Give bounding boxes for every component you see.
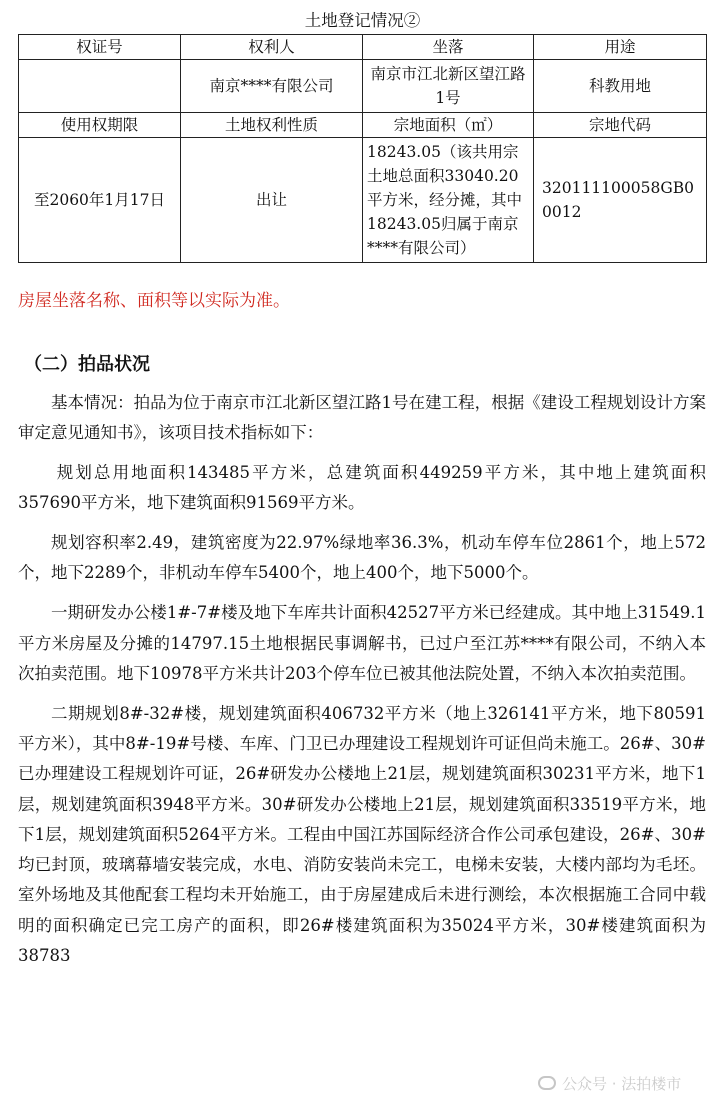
- cell-use: 科教用地: [534, 60, 707, 113]
- cell-term: 至2060年1月17日: [19, 138, 181, 263]
- header-area: 宗地面积（㎡）: [363, 113, 534, 138]
- watermark-text: 公众号 · 法拍楼市: [562, 1074, 682, 1093]
- watermark: [538, 1070, 706, 1096]
- cell-owner: 南京****有限公司: [181, 60, 363, 113]
- header-location: 坐落: [363, 35, 534, 60]
- cell-cert-no: [19, 60, 181, 113]
- paragraph-phase-one: 一期研发办公楼1#-7#楼及地下车库共计面积42527平方米已经建成。其中地上31549.1平方米房屋及分摊的14797.15土地根据民事调解书，已过户至江苏****有限公司，不纳入本次拍卖范围。地下10978平方米共计203个停车位已被其他法院处置，不纳入本次拍卖范围。: [18, 603, 706, 683]
- section-title: （二）拍品状况: [24, 354, 150, 375]
- paragraph-plot-ratio: 规划容积率2.49，建筑密度为22.97%绿地率36.3%，机动车停车位2861个，地上572个，地下2289个，非机动车停车5400个，地上400个，地下5000个。: [18, 533, 706, 583]
- header-owner: 权利人: [181, 35, 363, 60]
- paragraph-basic-info: 基本情况：拍品为位于南京市江北新区望江路1号在建工程，根据《建设工程规划设计方案审定意见通知书》，该项目技术指标如下：: [18, 393, 706, 443]
- land-registration-table: [18, 8, 707, 263]
- cell-location: 南京市江北新区望江路1号: [363, 60, 534, 113]
- table-title: 土地登记情况②: [19, 8, 707, 35]
- paragraph-planned-area: 规划总用地面积143485平方米，总建筑面积449259平方米，其中地上建筑面积357690平方米，地下建筑面积91569平方米。: [18, 463, 706, 513]
- paragraph-phase-two: 二期规划8#-32#楼，规划建筑面积406732平方米（地上326141平方米，地下80591平方米），其中8#-19#号楼、车库、门卫已办理建设工程规划许可证但尚未施工。26#、30#已办理建设工程规划许可证，26#研发办公楼地上21层，规划建筑面积30231平方米，地下1层，规划建筑面积3948平方米。30#研发办公楼地上21层，规划建筑面积33519平方米，地下1层，规划建筑面积5264平方米。工程由中国江苏国际经济合作公司承包建设，26#、30#均已封顶，玻璃幕墙安装完成，水电、消防安装尚未完工，电梯未安装，大楼内部均为毛坯。室外场地及其他配套工程均未开始施工，由于房屋建成后未进行测绘，本次根据施工合同中载明的面积确定已完工房产的面积，即26#楼建筑面积为35024平方米，30#楼建筑面积为38783: [18, 703, 706, 966]
- notice-text: 房屋坐落名称、面积等以实际为准。: [18, 291, 290, 311]
- header-cert-no: 权证号: [19, 35, 181, 60]
- cell-area: 18243.05（该共用宗土地总面积33040.20平方米，经分摊，其中18243.05归属于南京****有限公司）: [363, 138, 534, 263]
- wechat-icon: [538, 1076, 556, 1090]
- header-use: 用途: [534, 35, 707, 60]
- body-text: [18, 388, 706, 981]
- header-nature: 土地权利性质: [181, 113, 363, 138]
- header-term: 使用权期限: [19, 113, 181, 138]
- header-code: 宗地代码: [534, 113, 707, 138]
- cell-nature: 出让: [181, 138, 363, 263]
- cell-code: 320111100058GB00012: [534, 138, 707, 263]
